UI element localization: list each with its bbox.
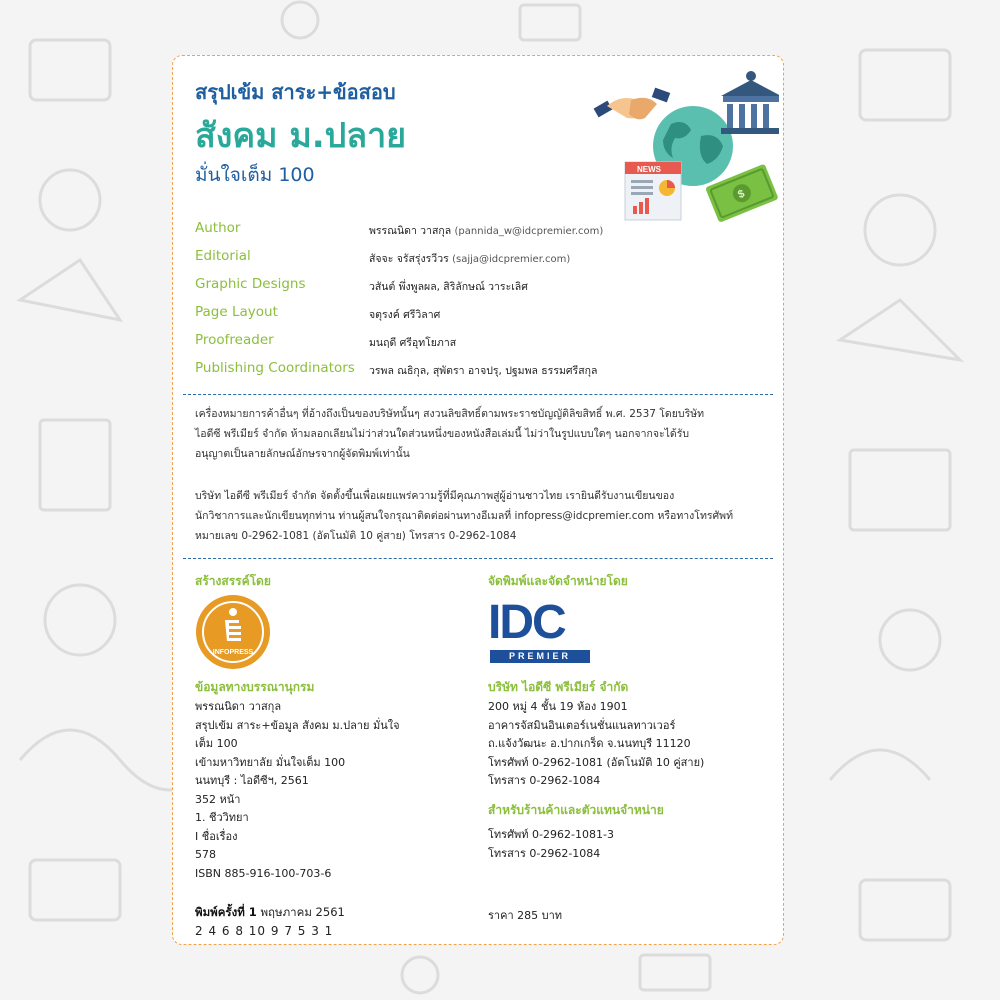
social-studies-illustration	[593, 66, 779, 236]
credit-row	[195, 300, 770, 328]
credit-email: (sajja@idcpremier.com)	[452, 254, 571, 265]
credit-name: จตุรงค์ ศรีวิลาศ	[369, 309, 441, 321]
credit-row	[195, 216, 770, 244]
dealers-heading: สำหรับร้านค้าและตัวแทนจำหน่าย	[488, 803, 664, 817]
credit-role: Page Layout	[195, 304, 278, 320]
credit-row	[195, 356, 770, 384]
credit-role: Editorial	[195, 248, 251, 264]
series-title: สรุปเข้ม สาระ+ข้อสอบ	[195, 80, 396, 104]
credit-row	[195, 272, 770, 300]
idc-logo-text: IDC	[488, 596, 565, 649]
print-edition: พิมพ์ครั้งที่ 1 พฤษภาคม 2561	[195, 905, 345, 919]
credit-name: วรพล ณธิกุล, สุพัตรา อาจปรุ, ปฐมพล ธรรมศรีสกุล	[369, 365, 598, 377]
credit-email: (pannida_w@idcpremier.com)	[454, 226, 604, 237]
handshake-icon	[594, 88, 671, 120]
book-title: สังคม ม.ปลาย	[195, 116, 407, 156]
publisher-heading: จัดพิมพ์และจัดจำหน่ายโดย	[488, 574, 628, 588]
credit-role: Graphic Designs	[195, 276, 306, 292]
creator-heading: สร้างสรรค์โดย	[195, 574, 271, 588]
trademark-notice: เครื่องหมายการค้าอื่นๆ ที่อ้างถึงเป็นของบริษัทนั้นๆ สงวนลิขสิทธิ์ตามพระราชบัญญัติลิขสิทธิ์ พ.ศ. 2537 โดยบริษัท ไอดีซี พรีเมียร์ จำกัด ห้ามลอกเลียนไม่ว่าส่วนใดส่วนหนึ่งของหนังสือเล่มนี้ ไม่ว่าในรูปแบบใดๆ นอกจากจะได้รับ อนุญาตเป็นลายลักษณ์อักษรจากผู้จัดพิมพ์เท่านั้น	[195, 408, 705, 460]
credit-name: พรรณนิดา วาสกุล	[369, 225, 452, 237]
cataloging-lines: พรรณนิดา วาสกุล สรุปเข้ม สาระ+ข้อมูล สังคม ม.ปลาย มั่นใจ เต็ม 100 เข้ามหาวิทยาลัย มั่นใจเต็ม 100 นนทบุรี : ไอดีซีฯ, 2561 352 หน้า 1. ชีววิทยา I ชื่อเรื่อง 578 ISBN 885-916-100-703-6	[195, 700, 400, 880]
divider	[183, 394, 773, 395]
credit-row	[195, 244, 770, 272]
svg-text:$: $	[736, 187, 747, 202]
publisher-company: บริษัท ไอดีซี พรีเมียร์ จำกัด	[488, 680, 629, 694]
copyright-page	[172, 55, 784, 945]
credit-row	[195, 328, 770, 356]
credit-role: Author	[195, 220, 241, 236]
printer-key: 2 4 6 8 10 9 7 5 3 1	[195, 924, 334, 938]
divider	[183, 558, 773, 559]
dealer-contacts: โทรศัพท์ 0-2962-1081-3 โทรสาร 0-2962-1084	[488, 828, 614, 860]
credits-list	[195, 216, 770, 384]
svg-text:NEWS: NEWS	[637, 165, 661, 174]
credit-role: Publishing Coordinators	[195, 360, 355, 376]
news-paper-icon	[625, 162, 681, 220]
bank-building-icon	[721, 71, 779, 134]
credit-role: Proofreader	[195, 332, 274, 348]
book-subtitle: มั่นใจเต็ม 100	[195, 164, 315, 186]
infopress-logo-text: INFOPRESS	[212, 649, 254, 656]
credit-name: วสันต์ พึ่งพูลผล, สิริลักษณ์ วาระเลิศ	[369, 281, 528, 293]
infopress-logo	[195, 594, 271, 670]
publisher-address: 200 หมู่ 4 ชั้น 19 ห้อง 1901 อาคารจัสมินอินเตอร์เนชั่นแนลทาวเวอร์ ถ.แจ้งวัฒนะ อ.ปากเกร็ด จ.นนทบุรี 11120 โทรศัพท์ 0-2962-1081 (อัตโนมัติ 10 คู่สาย) โทรสาร 0-2962-1084	[488, 700, 705, 787]
idc-logo-subtext: PREMIER	[508, 651, 571, 661]
credit-name: มนฤดี ศรีอุทโยภาส	[369, 337, 457, 349]
cataloging-heading: ข้อมูลทางบรรณานุกรม	[195, 680, 315, 694]
idc-premier-logo	[488, 596, 592, 665]
publisher-about: บริษัท ไอดีซี พรีเมียร์ จำกัด จัดตั้งขึ้นเพื่อเผยแพร่ความรู้ที่มีคุณภาพสู่ผู้อ่านชาวไทย เรายินดีรับงานเขียนของ นักวิชาการและนักเขียนทุกท่าน ท่านผู้สนใจกรุณาติดต่อผ่านทางอีเมลที่ infopress@idcpremier.com หรือทางโทรศัพท์ หมายเลข 0-2962-1081 (อัตโนมัติ 10 คู่สาย) โทรสาร 0-2962-1084	[195, 490, 734, 542]
price: ราคา 285 บาท	[488, 909, 563, 922]
credit-name: สัจจะ จรัสรุ่งรวีวร	[369, 253, 449, 265]
